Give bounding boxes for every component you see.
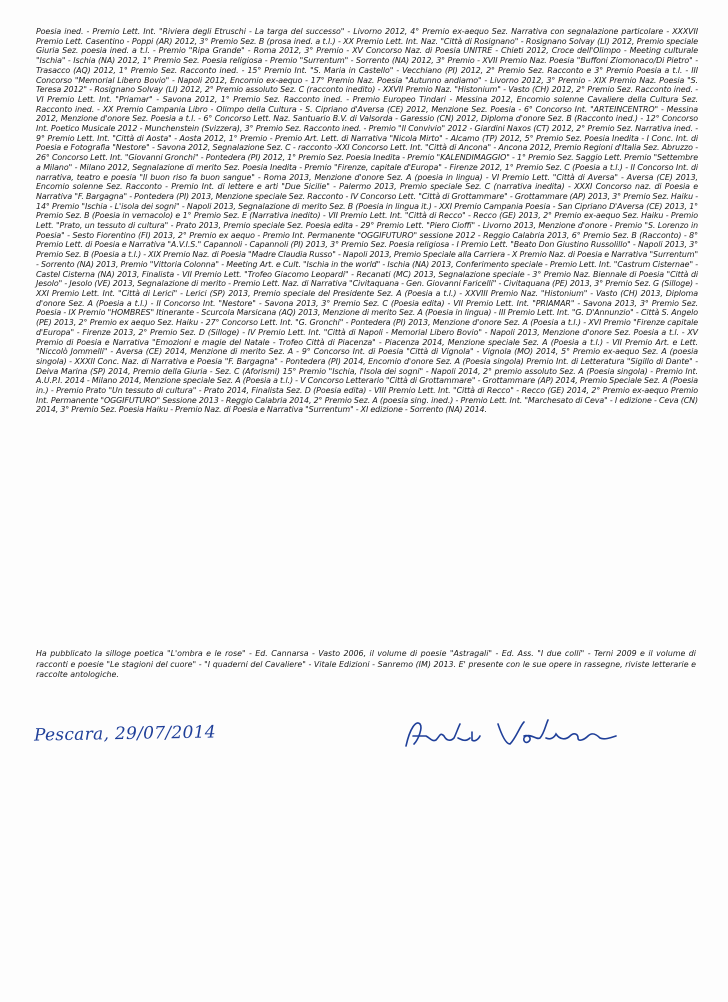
place-date-handwritten: Pescara, 29/07/2014: [33, 722, 217, 746]
awards-paragraph: Poesia ined. - Premio Lett. Int. "Riviera degli Etruschi - La targa del successo" - Livorno 2012, 4° Premio ex-aequo Sez. Narrativa con segnalazione particolare - XXXVII Premio Lett. Casentino - Poppi (AR) 2012, 3° Premio Sez. B (prosa ined. a t.l.) - XX Premio Lett. Int. Naz. "Città di Rosignano" - Rosignano Solvay (LI) 2012, Premio speciale Giuria Sez. poesia ined. a t.l. - Premio "Ripa Grande" - Roma 2012, 3° Premio - XV Concorso Naz. di Poesia UNITRE - Chieti 2012, Croce dell'Olimpo - Meeting culturale "Ischia" - Ischia (NA) 2012, 1° Premio Sez. Poesia religiosa - Premio "Surrentum" - Sorrento (NA) 2012, 3° Premio - XVII Premio Naz. Poesia "Buffoni Ziomonaco/Di Pietro" - Trasacco (AQ) 2012, 1° Premio Sez. Racconto ined. - 15° Premio Int. "S. Maria in Castello" - Vecchiano (PI) 2012, 2° Premio Sez. Racconto e 3° Premio Poesia a t.l. - III Concorso "Memorial Libero Bovio" - Napoli 2012, Encomio ex-aequo - 17° Premio Naz. Poesia "Autunno andiamo" - Livorno 2012, 3° Premio - XIX Premio Naz. Poesia "S. Teresa 2012" - Rosignano Solvay (LI) 2012, 2° Premio assoluto Sez. C (racconto inedito) - XXVII Premio Naz. "Histonium" - Vasto (CH) 2012, 2° Premio Sez. Racconto ined. - VI Premio Lett. Int. "Priamar" - Savona 2012, 1° Premio Sez. Racconto ined. - Premio Europeo Tindari - Messina 2012, Encomio solenne Cavaliere della Cultura Sez. Racconto ined. - XX Premio Campania Libro - Olimpo della Cultura - S. Cipriano d'Aversa (CE) 2012, Menzione Sez. Poesia - 6° Concorso Int. "ARTEINCENTRO" - Messina 2012, Menzione d'onore Sez. Poesia a t.l. - 6° Concorso Lett. Naz. Santuario B.V. di Valsorda - Garessio (CN) 2012, Diploma d'onore Sez. B (Racconto ined.) - 12° Concorso Int. Poetico Musicale 2012 - Munchenstein (Svizzera), 3° Premio Sez. Racconto ined. - Premio "Il Convivio" 2012 - Giardini Naxos (CT) 2012, 2° Premio Sez. Narrativa ined. - 9° Premio Lett. Int. "Città di Aosta" - Aosta 2012, 1° Premio - Premio Art. Lett. di Narrativa "Nicola Mirto" - Alcamo (TP) 2012, 5° Premio Sez. Poesia Inedita - I Conc. Int. di Poesia e Fotografia "Nestore" - Savona 2012, Segnalazione Sez. C - racconto -XXI Concorso Lett. Int. "Città di Ancona" - Ancona 2012, Premio Regioni d'Italia Sez. Abruzzo - 26° Concorso Lett. Int. "Giovanni Gronchi" - Pontedera (PI) 2012, 1° Premio Sez. Poesia Inedita - Premio "KALENDIMAGGIO" - 1° Premio Sez. Saggio Lett. Premio "Settembre a Milano" - Milano 2012, Segnalazione di merito Sez. Poesia Inedita - Premio "Firenze, capitale d'Europa" - Firenze 2012, 1° Premio Sez. C (Poesia a t.l.) - II Concorso Int. di narrativa, teatro e poesia "Il buon riso fa buon sangue" - Roma 2013, Menzione d'onore Sez. A (poesia in lingua) - VI Premio Lett. "Città di Aversa" - Aversa (CE) 2013, Encomio solenne Sez. Racconto - Premio Int. di lettere e arti "Due Sicilie" - Palermo 2013, Premio speciale Sez. C (narrativa inedita) - XXXI Concorso naz. di Poesia e Narrativa "F. Bargagna" - Pontedera (PI) 2013, Menzione speciale Sez. Racconto - IV Concorso Lett. "Città di Grottammare" - Grottammare (AP) 2013, 3° Premio Sez. Haiku - 14° Premio "Ischia - L'isola dei sogni" - Napoli 2013, Segnalazione di merito Sez. B (Poesia in lingua it.) - XXI Premio Campania Poesia - San Cipriano D'Aversa (CE) 2013, 1° Premio Sez. B (Poesia in vernacolo) e 1° Premio Sez. E (Narrativa inedito) - VII Premio Lett. Int. "Città di Recco" - Recco (GE) 2013, 2° Premio ex-aequo Sez. Haiku - Premio Lett. "Prato, un tessuto di cultura" - Prato 2013, Premio speciale Sez. Poesia edita - 29° Premio Lett. "Piero Cioffi" - Livorno 2013, Menzione d'onore - Premio "S. Lorenzo in Poesia" - Sesto Fiorentino (FI) 2013, 2° Premio ex aequo - Premio Int. Permanente "OGGIFUTURO" sessione 2012 - Reggio Calabria 2013, 6° Premio Sez. B (Racconto) - 8° Premio Lett. di Poesia e Narrativa "A.V.I.S." Capannoli - Capannoli (PI) 2013, 3° Premio Sez. Poesia religiosa - I Premio Lett. "Beato Don Giustino Russolillo" - Napoli 2013, 3° Premio Sez. B (Poesia a t.l.) - XIX Premio Naz. di Poesia "Madre Claudia Russo" - Napoli 2013, Premio Speciale alla Carriera - X Premio Naz. di Poesia e Narrativa "Surrentum" - Sorrento (NA) 2013, Premio "Vittoria Colonna" - Meeting Art. e Cult. "Ischia in the world" - Ischia (NA) 2013, Conferimento speciale - Premio Lett. Int. "Castrum Cisternae" - Castel Cisterna (NA) 2013, Finalista - VII Premio Lett. "Trofeo Giacomo Leopardi" - Recanati (MC) 2013, Segnalazione speciale - 3° Premio Naz. Biennale di Poesia "Città di Jesolo" - Jesolo (VE) 2013, Segnalazione di merito - Premio Lett. Naz. di Narrativa "Civitaquana - Gen. Giovanni Faricelli" - Civitaquana (PE) 2013, 3° Premio Sez. G (Silloge) - XXI Premio Lett. Int. "Città di Lerici" - Lerici (SP) 2013, Premio speciale del Presidente Sez. A (Poesia a t.l.) - XXVIII Premio Naz. "Histonium" - Vasto (CH) 2013, Diploma d'onore Sez. A (Poesia a t.l.) - II Concorso Int. "Nestore" - Savona 2013, 3° Premio Sez. C (Poesia edita) - VII Premio Lett. Int. "PRIAMAR" - Savona 2013, 3° Premio Sez. Poesia - IX Premio "HOMBRES" Itinerante - Scurcola Marsicana (AQ) 2013, Menzione di merito Sez. A (Poesia in lingua) - III Premio Lett. Int. "G. D'Annunzio" - Città S. Angelo (PE) 2013, 2° Premio ex aequo Sez. Haiku - 27° Concorso Lett. Int. "G. Gronchi" - Pontedera (PI) 2013, Menzione d'onore Sez. A (Poesia a t.l.) - XVI Premio "Firenze capitale d'Europa" - Firenze 2013, 2° Premio Sez. D (Silloge) - IV Premio Lett. Int. "Città di Napoli - Memorial Libero Bovio" - Napoli 2013, Menzione d'onore Sez. Poesia a t.l. - XV Premio di Poesia e Narrativa "Emozioni e magie del Natale - Trofeo Città di Piacenza" - Piacenza 2014, Menzione speciale Sez. A (Poesia a t.l.) - VII Premio Art. e Lett. "Niccolò Jommelli" - Aversa (CE) 2014, Menzione di merito Sez. A - 9° Concorso Int. di Poesia "Città di Vignola" - Vignola (MO) 2014, 5° Premio ex-aequo Sez. A (poesia singola) - XXXII Conc. Naz. di Narrativa e Poesia "F. Bargagna" - Pontedera (PI) 2014, Encomio d'onore Sez. A (Poesia singola) Premio Int. di Letteratura "Sigillo di Dante" - Deiva Marina (SP) 2014, Premio della Giuria - Sez. C (Aforismi) 15° Premio "Ischia, l'Isola dei sogni" - Napoli 2014, 2° premio assoluto Sez. A (Poesia singola) - Premio Int. A.U.P.I. 2014 - Milano 2014, Menzione speciale Sez. A (Poesia a t.l.) - V Concorso Letterario "Città di Grottammare" - Grottammare (AP) 2014, Premio Speciale Sez. A (Poesia in.) - Premio Prato "Un tessuto di cultura" - Prato 2014, Finalista Sez. D (Poesia edita) - VIII Premio Lett. Int. "Città di Recco" - Recco (GE) 2014, 2° Premio ex-aequo Premio Int. Permanente "OGGIFUTURO" Sessione 2013 - Reggio Calabria 2014, 2° Premio Sez. A (poesia sing. ined.) - Premio Lett. Int. "Marchesato di Ceva" - I edizione - Ceva (CN) 2014, 3° Premio Sez. Poesia Haiku - Premio Naz. di Poesia e Narrativa "Surrentum" - XI edizione - Sorrento (NA) 2014.: [36, 27, 698, 415]
handwritten-signature: [400, 714, 630, 754]
publications-paragraph: Ha pubblicato la silloge poetica "L'ombra e le rose" - Ed. Cannarsa - Vasto 2006, il volume di poesie "Astragali" - Ed. Ass. "I due colli" - Terni 2009 e il volume di racconti e poesie "Le stagioni del cuore" - "I quaderni del Cavaliere" - Vitale Edizioni - Sanremo (IM) 2013. E' presente con le sue opere in rassegne, riviste letterarie e raccolte antologiche.: [36, 649, 696, 679]
